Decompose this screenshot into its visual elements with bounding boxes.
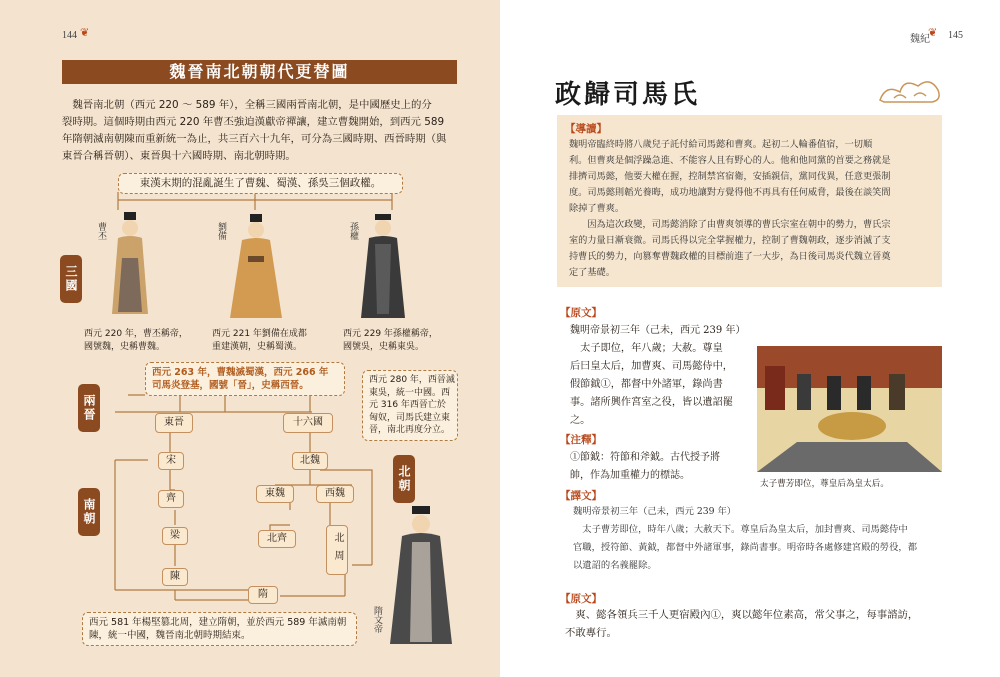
translation-text: 魏明帝景初三年（己未，西元 239 年） 太子曹芳即位，時年八歲；大赦天下。尊皇后為皇太后，加封曹爽、司馬懿侍中 官職，授符節、黃鉞，都督中外諸軍事，錄尚書事。明帝時各處修建宮殿的勞役，都 以遺詔的名義罷除。 [573, 506, 917, 571]
chapter-header: 魏紀 [910, 34, 930, 45]
page-number-right: 145 [948, 30, 963, 41]
figure-name-suiwendi: 隋文帝 [372, 606, 382, 633]
node-shiliuguo: 十六國 [283, 413, 333, 433]
ornament-icon: ❦ [80, 26, 90, 39]
figure-name-liubei: 劉備 [216, 222, 226, 240]
figure-name-sunquan: 孫權 [348, 222, 358, 240]
caopi-illustration [108, 212, 153, 320]
three-kingdoms-box: 東漢末期的混亂誕生了曹魏、蜀漢、孫吳三個政權。 [118, 173, 403, 194]
figure-name-caopi: 曹丕 [96, 222, 106, 240]
sui-unification-box: 西元 581 年楊堅篡北周，建立隋朝，並於西元 589 年滅南朝 陳，統一中國，魏晉南北朝時期結束。 [82, 612, 357, 646]
original-text-2: 爽、懿各領兵三千人更宿殿內①，爽以懿年位素高，常父事之，每事諮訪， 不敢專行。 [565, 609, 919, 639]
tag-sanguo: 三國 [60, 255, 82, 303]
node-dongjin: 東晉 [155, 413, 193, 433]
translation-label: 【譯文】 [560, 490, 602, 502]
caption-liubei: 西元 221 年劉備在成都 重建漢朝，史稱蜀漢。 [212, 329, 307, 352]
notes-text: ①節鉞：符節和斧鉞。古代授予將 帥，作為加重權力的標誌。 [570, 452, 720, 481]
jin-box: 西元 263 年，曹魏滅蜀漢，西元 266 年 司馬炎登基，國號「晉」，史稱西晉。 [145, 362, 345, 396]
node-liang: 梁 [162, 527, 188, 545]
node-song: 宋 [158, 452, 184, 470]
node-beizhou: 北周 [326, 525, 348, 575]
node-qi: 齊 [158, 490, 184, 508]
court-illustration [757, 346, 942, 472]
node-sui: 隋 [248, 586, 278, 604]
tag-beichao: 北朝 [393, 455, 415, 503]
node-beiqi: 北齊 [258, 530, 296, 548]
section-title: 政歸司馬氏 [555, 80, 701, 110]
page-number-left: 144 [62, 30, 77, 41]
tag-nanchao: 南朝 [78, 488, 100, 536]
original-label-2: 【原文】 [560, 593, 602, 605]
caption-caopi: 西元 220 年，曹丕稱帝， 國號魏，史稱曹魏。 [84, 329, 188, 352]
chart-heading: 魏晉南北朝朝代更替圖 [62, 60, 457, 84]
node-beiwei: 北魏 [292, 452, 328, 470]
eastern-jin-box: 西元 280 年，西晉滅 東吳，統一中國。西 元 316 年西晉亡於 匈奴，司馬氏建立東 晉，南北再度分立。 [362, 370, 458, 441]
tag-liangjin: 兩晉 [78, 384, 100, 432]
node-chen: 陳 [162, 568, 188, 586]
liubei-illustration [228, 214, 284, 320]
sui-wendi-illustration [388, 506, 454, 646]
guide-text: 魏明帝臨終時將八歲兒子託付給司馬懿和曹爽。起初二人輪番值宿，一切順 利。但曹爽是個浮躁急進、不能容人且有野心的人。他和他同黨的首要之務就是 排擠司馬懿，他要大權在握，控制禁宮宿衛，安插親信，黨同伐異，任意更張制 度。司馬懿則韜光養晦，成功地讓對方覺得他不再具有任何威脅，最後在談笑間 除掉了曹爽。 因為這次政變，司馬懿消除了由曹爽領導的曹氏宗室在朝中的勢力，曹氏宗 室的力量日漸衰微。司馬氏得以完全掌握權力，控制了曹魏朝政，逐步消滅了支 持曹氏的勢力，向篡奪曹魏政權的目標前進了一大步，為日後司馬炎代魏立晉奠 定了基礎。 [569, 139, 891, 278]
guide-label: 【導讀】 [565, 123, 607, 135]
node-xiwei: 西魏 [316, 485, 354, 503]
image-caption: 太子曹芳即位，尊皇后為皇太后。 [760, 479, 889, 489]
ornament-icon: ❦ [928, 26, 938, 39]
caption-sunquan: 西元 229 年孫權稱帝， 國號吳，史稱東吳。 [343, 329, 438, 352]
sunquan-illustration [359, 214, 407, 320]
original-label-1: 【原文】 [560, 307, 602, 319]
original-text-1: 魏明帝景初三年（己未，西元 239 年） 太子即位，年八歲；大赦。尊皇 后曰皇太后，加曹爽、司馬懿侍中， 假節鉞①，都督中外諸軍，錄尚書 事。諸所興作宮室之役，皆以遺詔罷 之。 [570, 325, 746, 426]
intro-paragraph: 魏晉南北朝（西元 220 ～ 589 年），全稱三國兩晉南北朝，是中國歷史上的分 裂時期。這個時期由西元 220 年曹丕強迫漢獻帝禪讓，建立曹魏開始，到西元 589 年隋朝滅南朝陳而重新統一為止，共三百六十九年，可分為三國時期、西晉時期（與 東晉合稱晉朝）、東晉與十六國時期、南北朝時期。 [62, 99, 447, 162]
notes-label: 【注釋】 [560, 434, 602, 446]
node-dongwei: 東魏 [256, 485, 294, 503]
guide-box [557, 115, 942, 287]
cloud-ornament-icon [876, 70, 944, 112]
